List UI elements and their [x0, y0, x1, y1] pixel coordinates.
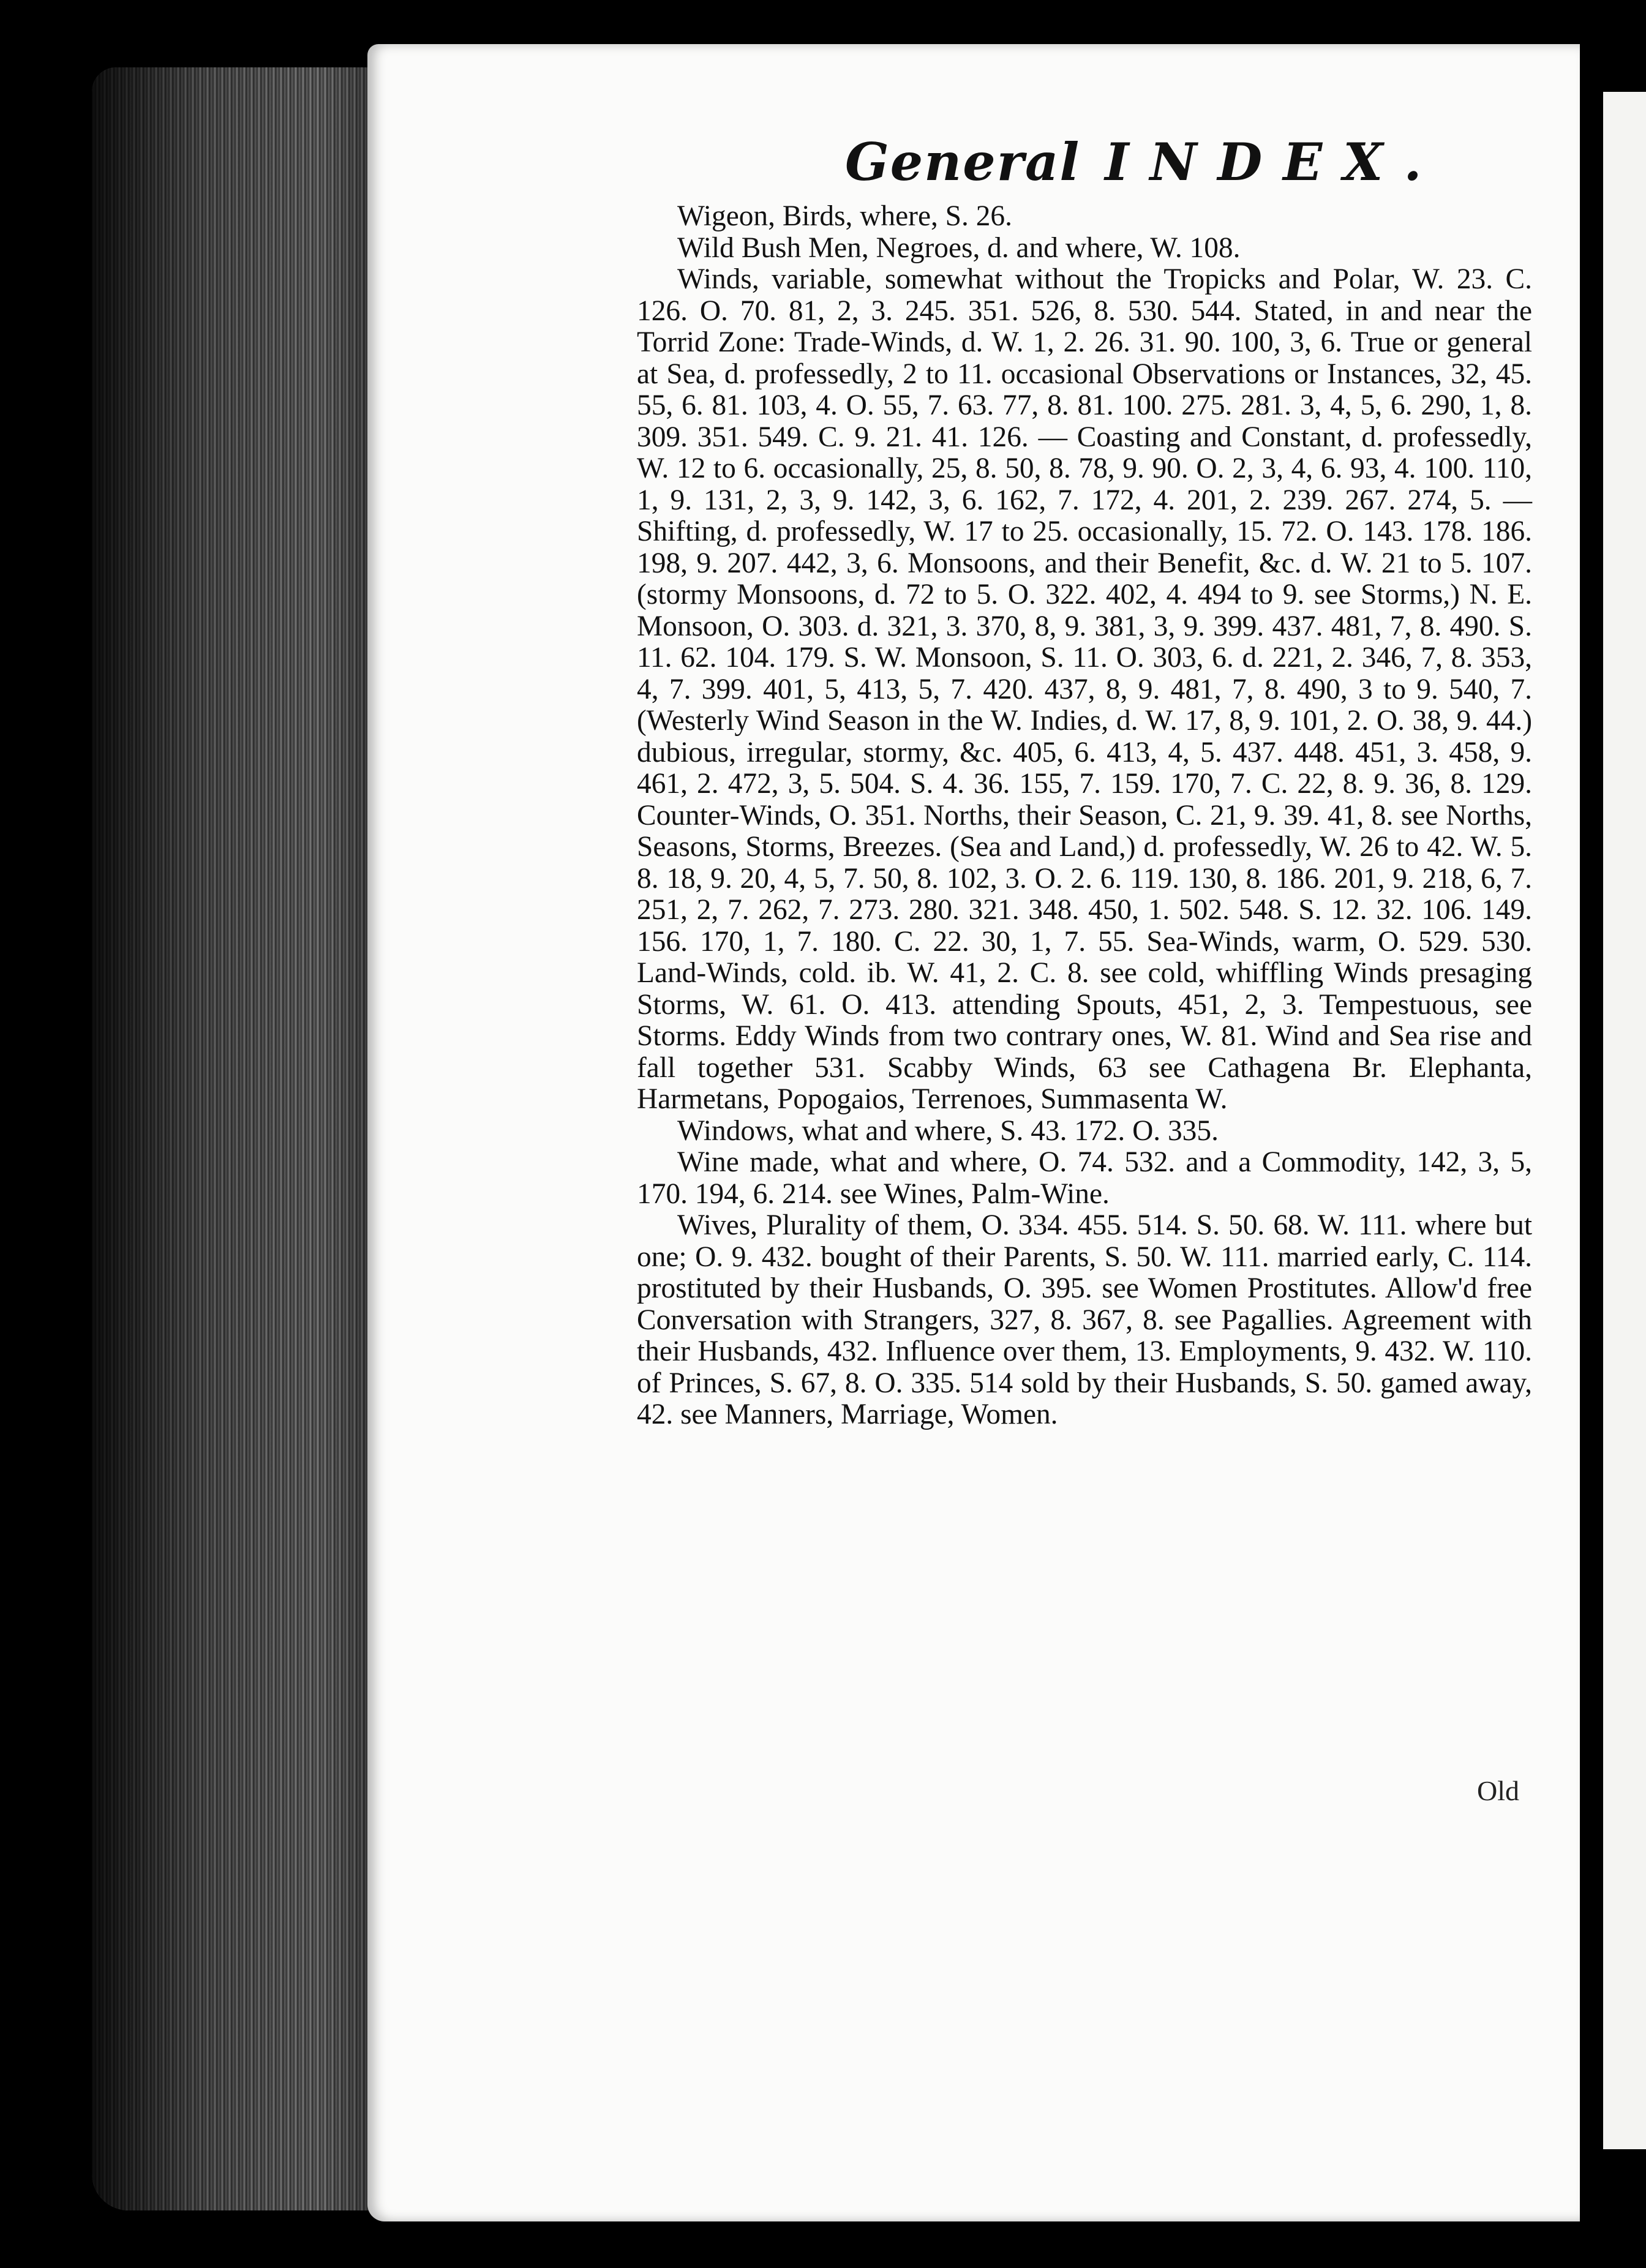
index-text — [637, 201, 1532, 1431]
running-head-index: INDEX. — [1105, 132, 1443, 192]
index-entry-wives: Wives, Plurality of them, O. 334. 455. 514. S. 50. 68. W. 111. where but one; O. 9. 432. bought of their Parents, S. 50. W. 111. married early, C. 114. prostituted by their Husbands, O. 395. see Women Prostitutes. Allow'd free Conversation with Strangers, 327, 8. 367, 8. see Pagallies. Agreement with their Husbands, 432. Influence over them, 13. Employments, 9. 432. W. 110. of Princes, S. 67, 8. O. 335. 514 sold by their Husbands, S. 50. gamed away, 42. see Manners, Marriage, Women. — [637, 1209, 1532, 1430]
facing-page-edge — [1603, 92, 1646, 2149]
index-entry-windows: Windows, what and where, S. 43. 172. O. 335. — [677, 1114, 1219, 1147]
index-entry-wine: Wine made, what and where, O. 74. 532. and a Commodity, 142, 3, 5, 170. 194, 6. 214. see Wines, Palm-Wine. — [637, 1146, 1532, 1210]
index-entry-winds: Winds, variable, somewhat without the Tropicks and Polar, W. 23. C. 126. O. 70. 81, 2, 3. 245. 351. 526, 8. 530. 544. Stated, in and near the Torrid Zone: Trade-Winds, d. W. 1, 2. 26. 31. 90. 100, 3, 6. True or general at Sea, d. professedly, 2 to 11. occasional Observations or Instances, 32, 45. 55, 6. 81. 103, 4. O. 55, 7. 63. 77, 8. 81. 100. 275. 281. 3, 4, 5, 6. 290, 1, 8. 309. 351. 549. C. 9. 21. 41. 126. — Coasting and Constant, d. professedly, W. 12 to 6. occasionally, 25, 8. 50, 8. 78, 9. 90. O. 2, 3, 4, 6. 93, 4. 100. 110, 1, 9. 131, 2, 3, 9. 142, 3, 6. 162, 7. 172, 4. 201, 2. 239. 267. 274, 5. — Shifting, d. professedly, W. 17 to 25. occasionally, 15. 72. O. 143. 178. 186. 198, 9. 207. 442, 3, 6. Monsoons, and their Benefit, &c. d. W. 21 to 5. 107. (stormy Monsoons, d. 72 to 5. O. 322. 402, 4. 494 to 9. see Storms,) N. E. Monsoon, O. 303. d. 321, 3. 370, 8, 9. 381, 3, 9. 399. 437. 481, 7, 8. 490. S. 11. 62. 104. 179. S. W. Monsoon, S. 11. O. 303, 6. d. 221, 2. 346, 7, 8. 353, 4, 7. 399. 401, 5, 413, 5, 7. 420. 437, 8, 9. 481, 7, 8. 490, 3 to 9. 540, 7. (Westerly Wind Season in the W. Indies, d. W. 17, 8, 9. 101, 2. O. 38, 9. 44.) dubious, irregular, stormy, &c. 405, 6. 413, 4, 5. 437. 448. 451, 3. 458, 9. 461, 2. 472, 3, 5. 504. S. 4. 36. 155, 7. 159. 170, 7. C. 22, 8. 9. 36, 8. 129. Counter-Winds, O. 351. Norths, their Season, C. 21, 9. 39. 41, 8. see Norths, Seasons, Storms, Breezes. (Sea and Land,) d. professedly, W. 26 to 42. W. 5. 8. 18, 9. 20, 4, 5, 7. 50, 8. 102, 3. O. 2. 6. 119. 130, 8. 186. 201, 9. 218, 6, 7. 251, 2, 7. 262, 7. 273. 280. 321. 348. 450, 1. 502. 548. S. 12. 32. 106. 149. 156. 170, 1, 7. 180. C. 22. 30, 1, 7. 55. Sea-Winds, warm, O. 529. 530. Land-Winds, cold. ib. W. 41, 2. C. 8. see cold, whiffling Winds presaging Storms, W. 61. O. 413. attending Spouts, 451, 2, 3. Tempestuous, see Storms. Eddy Winds from two contrary ones, W. 81. Wind and Sea rise and fall together 531. Scabby Winds, 63 see Cathagena Br. Elephanta, Harmetans, Popogaios, Terrenoes, Summasenta W. — [637, 263, 1532, 1115]
index-entry-wigeon: Wigeon, Birds, where, S. 26. — [677, 200, 1012, 232]
index-entry-wild-bush-men: Wild Bush Men, Negroes, d. and where, W. 108. — [677, 231, 1241, 264]
catchword: Old — [1477, 1775, 1519, 1806]
running-head-general: General — [845, 132, 1081, 192]
running-head — [845, 132, 1443, 192]
page-edges-shadow — [92, 67, 380, 2210]
